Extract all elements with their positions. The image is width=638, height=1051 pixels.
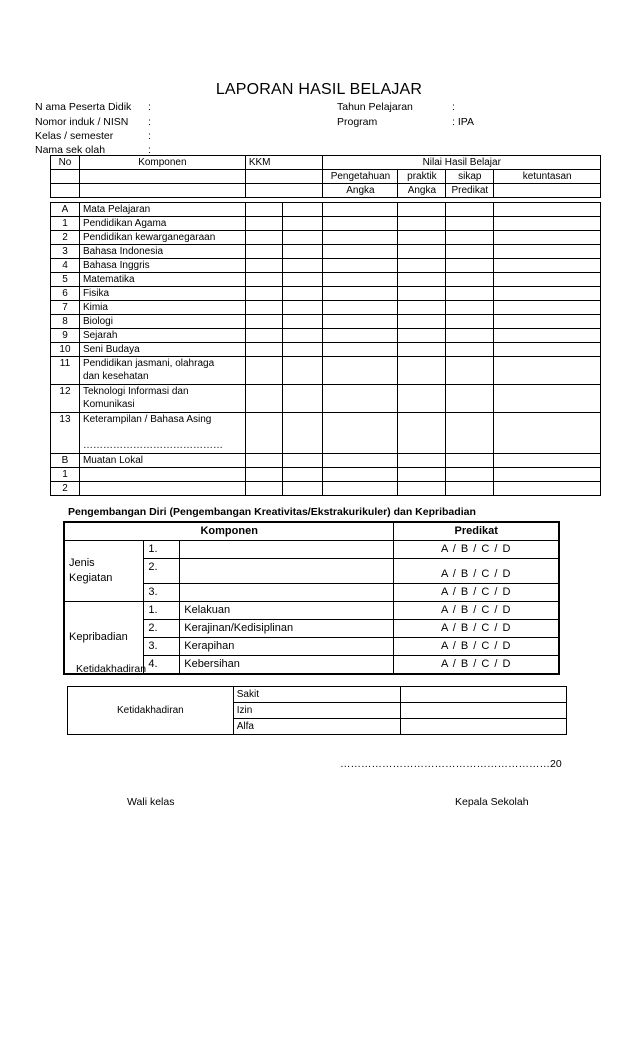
jenis-item-3 (180, 584, 394, 602)
table-row (51, 413, 601, 454)
header-angka-praktik: Angka (398, 184, 446, 198)
row-no: 3 (51, 245, 80, 259)
header-nilai: Nilai Hasil Belajar (323, 156, 601, 170)
row-komponen: Teknologi Informasi dan Komunikasi (79, 385, 245, 413)
row-komponen: Mata Pelajaran (79, 203, 245, 217)
colon-nama: : (148, 101, 151, 113)
row-komponen (79, 468, 245, 482)
date-line: ……………………………………………………20 (340, 758, 562, 770)
table-row (51, 482, 601, 496)
table-row (51, 357, 601, 385)
row-komponen: Kimia (79, 301, 245, 315)
header-sikap: sikap (446, 170, 494, 184)
row-no: B (51, 454, 80, 468)
table-row (51, 259, 601, 273)
row-no: 11 (51, 357, 80, 385)
jenis-no-3: 3. (144, 584, 180, 602)
table-row (51, 468, 601, 482)
jenis-no-1: 1. (144, 541, 180, 559)
row-komponen (79, 482, 245, 496)
row-no: 10 (51, 343, 80, 357)
row-komponen: Muatan Lokal (79, 454, 245, 468)
wali-kelas-label: Wali kelas (127, 796, 175, 808)
row-komponen: Biologi (79, 315, 245, 329)
table-row (51, 454, 601, 468)
absence-alfa: Alfa (233, 719, 401, 735)
table-row (51, 231, 601, 245)
table-row (51, 203, 601, 217)
label-sekolah: Nama sek olah (35, 144, 106, 156)
absence-izin: Izin (233, 703, 401, 719)
label-kelas: Kelas / semester (35, 130, 114, 142)
header-pengetahuan: Pengetahuan (323, 170, 398, 184)
page-title: LAPORAN HASIL BELAJAR (215, 81, 423, 98)
row-komponen: Pendidikan jasmani, olahraga dan kesehatan (79, 357, 245, 385)
table-row (51, 273, 601, 287)
kepribadian-item-3: Kerapihan (180, 638, 394, 656)
pengembangan-table (63, 521, 560, 675)
program-value: : IPA (452, 116, 474, 128)
jenis-kegiatan-label: Jenis Kegiatan (64, 541, 144, 602)
row-no: 9 (51, 329, 80, 343)
row-no: 12 (51, 385, 80, 413)
kepribadian-grade-2: A / B / C / D (394, 620, 559, 638)
kepribadian-grade-4: A / B / C / D (394, 656, 559, 675)
row-no: 1 (51, 217, 80, 231)
colon-kelas: : (148, 130, 151, 142)
row-komponen: Fisika (79, 287, 245, 301)
kepribadian-item-1: Kelakuan (180, 602, 394, 620)
header-angka-pengetahuan: Angka (323, 184, 398, 198)
kepribadian-label: Kepribadian (64, 602, 144, 675)
colon-nomor: : (148, 116, 151, 128)
table-row (51, 385, 601, 413)
kepribadian-item-4: Kebersihan (180, 656, 394, 675)
table-row (51, 245, 601, 259)
jenis-no-2: 2. (144, 559, 180, 584)
ketidakhadiran-label: Ketidakhadiran (68, 687, 234, 735)
row-komponen: Bahasa Indonesia (79, 245, 245, 259)
kepribadian-no-2: 2. (144, 620, 180, 638)
row-no: A (51, 203, 80, 217)
header-predikat: Predikat (446, 184, 494, 198)
absence-sakit: Sakit (233, 687, 401, 703)
row-komponen: Matematika (79, 273, 245, 287)
table-row (51, 217, 601, 231)
row-komponen: Pendidikan Agama (79, 217, 245, 231)
label-nama: N ama Peserta Didik (35, 101, 132, 113)
kepala-sekolah-label: Kepala Sekolah (455, 796, 529, 808)
colon-tahun: : (452, 101, 455, 113)
colon-sekolah: : (148, 144, 151, 156)
row-no: 4 (51, 259, 80, 273)
header-kkm: KKM (245, 156, 323, 170)
row-komponen: Seni Budaya (79, 343, 245, 357)
header-predikat-2: Predikat (394, 522, 559, 541)
row-no: 2 (51, 231, 80, 245)
ketidakhadiran-section-label: Ketidakhadiran (76, 663, 147, 675)
kepribadian-no-1: 1. (144, 602, 180, 620)
table-row (51, 287, 601, 301)
grades-table (50, 155, 601, 496)
jenis-item-2 (180, 559, 394, 584)
row-komponen: Sejarah (79, 329, 245, 343)
table-row (51, 301, 601, 315)
row-komponen: Keterampilan / Bahasa Asing …………………………………… (79, 413, 245, 454)
row-no: 5 (51, 273, 80, 287)
row-no: 6 (51, 287, 80, 301)
row-komponen: Bahasa Inggris (79, 259, 245, 273)
jenis-grade-1: A / B / C / D (394, 541, 559, 559)
kepribadian-no-3: 3. (144, 638, 180, 656)
jenis-grade-2: A / B / C / D (394, 559, 559, 584)
label-program: Program (337, 116, 378, 128)
label-tahun: Tahun Pelajaran (337, 101, 413, 113)
kepribadian-grade-3: A / B / C / D (394, 638, 559, 656)
kepribadian-no-4: 4. (144, 656, 180, 675)
header-praktik: praktik (398, 170, 446, 184)
row-no: 2 (51, 482, 80, 496)
row-no: 7 (51, 301, 80, 315)
row-no: 8 (51, 315, 80, 329)
table-row (51, 343, 601, 357)
label-nomor: Nomor induk / NISN (35, 116, 129, 128)
row-komponen: Pendidikan kewarganegaraan (79, 231, 245, 245)
table-row (51, 315, 601, 329)
jenis-grade-3: A / B / C / D (394, 584, 559, 602)
table-row (51, 329, 601, 343)
row-no: 13 (51, 413, 80, 454)
jenis-item-1 (180, 541, 394, 559)
kepribadian-item-2: Kerajinan/Kedisiplinan (180, 620, 394, 638)
header-komponen: Komponen (79, 156, 245, 170)
pengembangan-heading: Pengembangan Diri (Pengembangan Kreativitas/Ekstrakurikuler) dan Kepribadian (68, 506, 476, 518)
header-ketuntasan: ketuntasan (494, 170, 601, 184)
kepribadian-grade-1: A / B / C / D (394, 602, 559, 620)
header-no: No (51, 156, 80, 170)
ketidakhadiran-table (67, 686, 567, 735)
row-no: 1 (51, 468, 80, 482)
header-komponen-2: Komponen (64, 522, 394, 541)
